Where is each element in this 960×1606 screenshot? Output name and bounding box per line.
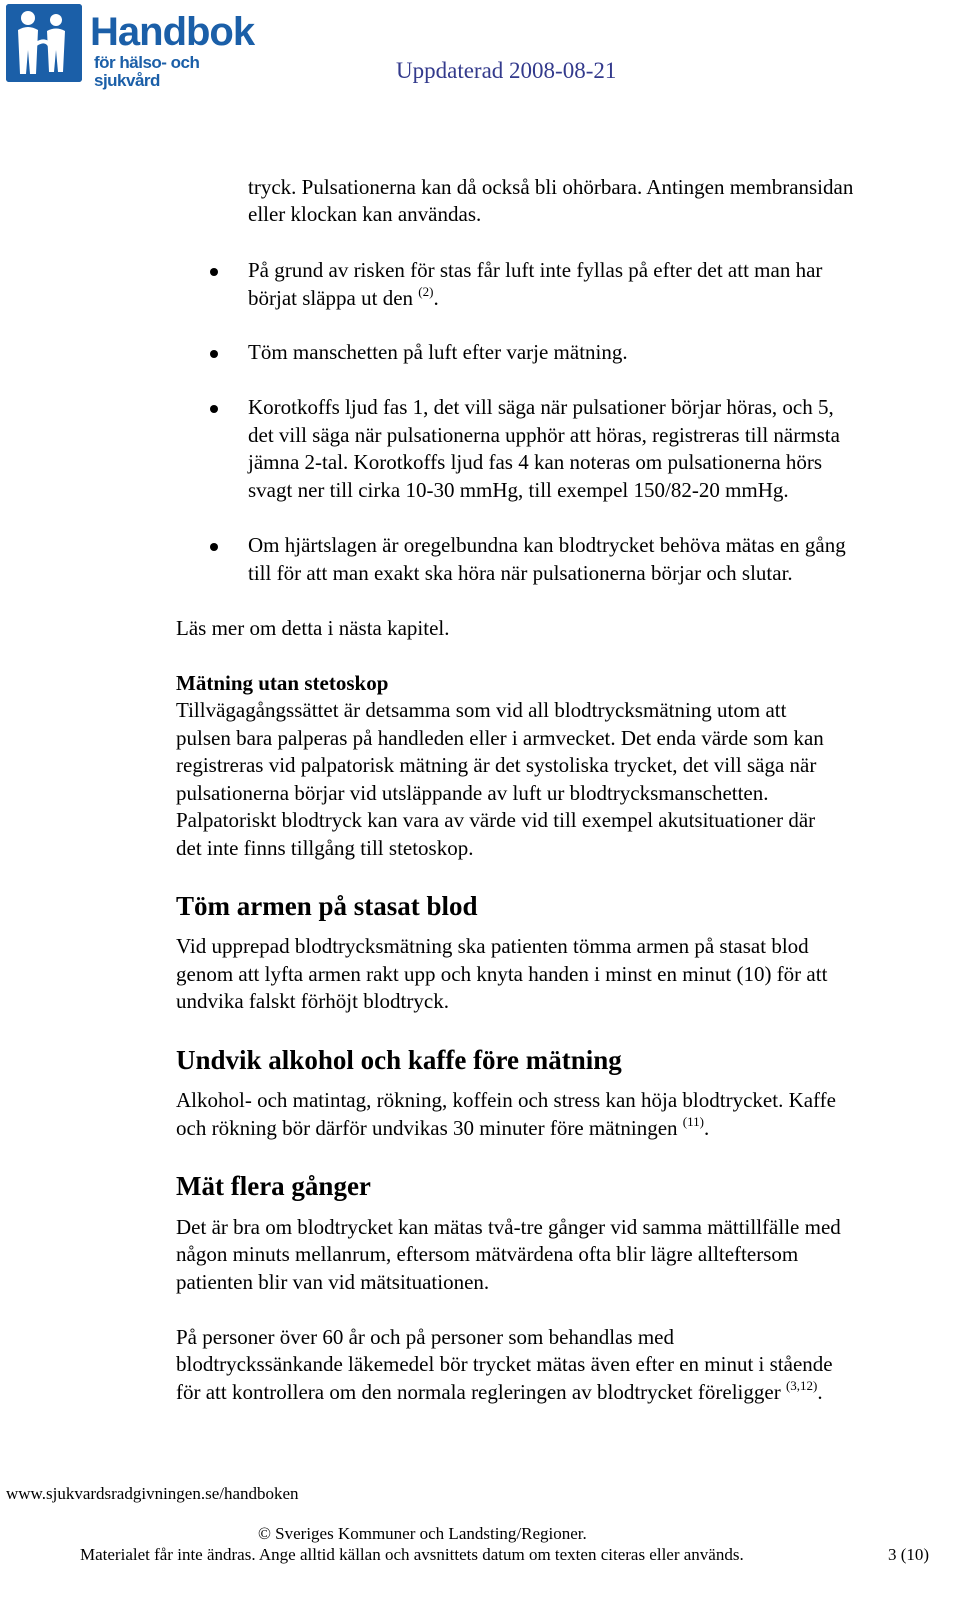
paragraph-line: för att kontrollera om den normala regleringen av blodtrycket föreligger $^{(3,12)}$. (176, 1378, 823, 1404)
section-heading: Mätning utan stetoskop (176, 671, 389, 695)
logo-title: Handbok (90, 10, 255, 54)
bullet-text: svagt ner till cirka 10-30 mmHg, till exempel 150/82-20 mmHg. (248, 478, 789, 502)
bullet-text: jämna 2-tal. Korotkoffs ljud fas 4 kan noteras om pulsationerna hörs (248, 450, 823, 474)
logo-figures-icon (6, 4, 82, 82)
logo-subtitle: för hälso- och sjukvård (94, 53, 200, 90)
paragraph-line: genom att lyfta armen rakt upp och knyta handen i minst en minut (10) för att (176, 962, 828, 986)
paragraph-line: Vid upprepad blodtrycksmätning ska patienten tömma armen på stasat blod (176, 934, 809, 958)
continuation-line: tryck. Pulsationerna kan då också bli ohörbara. Antingen membransidan (248, 175, 854, 199)
handbok-logo (6, 4, 266, 90)
paragraph-line: På personer över 60 år och på personer som behandlas med (176, 1325, 675, 1349)
reference: (3,12) (785, 1378, 818, 1393)
paragraph-line: registreras vid palpatorisk mätning är det systoliska trycket, det vill säga när (176, 753, 817, 777)
bullet-marker (210, 405, 218, 413)
paragraph-line: pulsationerna börjar vid utsläppande av luft ur blodtrycksmanschetten. (176, 781, 769, 805)
bullet-marker (210, 350, 218, 358)
paragraph-line: Alkohol- och matintag, rökning, koffein och stress kan höja blodtrycket. Kaffe (176, 1088, 836, 1112)
bullet-text: till för att man exakt ska höra när pulsationerna börjar och slutar. (248, 561, 793, 585)
paragraph-line: Palpatoriskt blodtryck kan vara av värde vid till exempel akutsituationer där (176, 808, 816, 832)
paragraph-line: undvika falskt förhöjt blodtryck. (176, 989, 449, 1013)
continuation-line: eller klockan kan användas. (248, 202, 482, 226)
bullet-text: Om hjärtslagen är oregelbundna kan blodtrycket behöva mätas en gång (248, 533, 846, 557)
paragraph-line: patienten blir van vid mätsituationen. (176, 1270, 490, 1294)
bullet-marker (210, 268, 218, 276)
section-heading: Mät flera gånger (176, 1171, 371, 1201)
section-heading: Undvik alkohol och kaffe före mätning (176, 1045, 622, 1075)
bullet-text: börjat släppa ut den $^{(2)}$. (248, 284, 439, 310)
bullet-text: Töm manschetten på luft efter varje mätning. (248, 340, 628, 364)
paragraph-line: och rökning bör därför undvikas 30 minuter före mätningen $^{(11)}$. (176, 1114, 710, 1140)
paragraph-line: Tillvägagångssättet är detsamma som vid all blodtrycksmätning utom att (176, 698, 787, 722)
paragraph-line: pulsen bara palperas på handleden eller i armvecket. Det enda värde som kan (176, 726, 824, 750)
bullet-text: Korotkoffs ljud fas 1, det vill säga när pulsationer börjar höras, och 5, (248, 395, 834, 419)
paragraph-line: blodtryckssänkande läkemedel bör trycket mätas även efter en minut i stående (176, 1352, 833, 1376)
bullet-marker (210, 543, 218, 551)
page-number: 3 (10) (888, 1545, 930, 1564)
reference: (11) (682, 1114, 704, 1129)
paragraph-line: någon minuts mellanrum, eftersom mätvärdena ofta blir lägre allteftersom (176, 1242, 799, 1266)
read-more-text: Läs mer om detta i nästa kapitel. (176, 616, 450, 640)
reference: (2) (418, 284, 434, 299)
bullet-text: det vill säga när pulsationerna upphör att höras, registreras till närmsta (248, 423, 840, 447)
paragraph-line: det inte finns tillgång till stetoskop. (176, 836, 474, 860)
footer-copyright: © Sveriges Kommuner och Landsting/Regioner. (258, 1524, 587, 1543)
footer-url: www.sjukvardsradgivningen.se/handboken (6, 1484, 299, 1503)
bullet-text: På grund av risken för stas får luft inte fyllas på efter det att man har (248, 258, 823, 282)
updated-date: Uppdaterad 2008-08-21 (396, 58, 617, 83)
section-heading: Töm armen på stasat blod (176, 891, 478, 921)
footer-note: Materialet får inte ändras. Ange alltid källan och avsnittets datum om texten citeras eller används. (80, 1545, 744, 1564)
paragraph-line: Det är bra om blodtrycket kan mätas två-tre gånger vid samma mättillfälle med (176, 1215, 841, 1239)
